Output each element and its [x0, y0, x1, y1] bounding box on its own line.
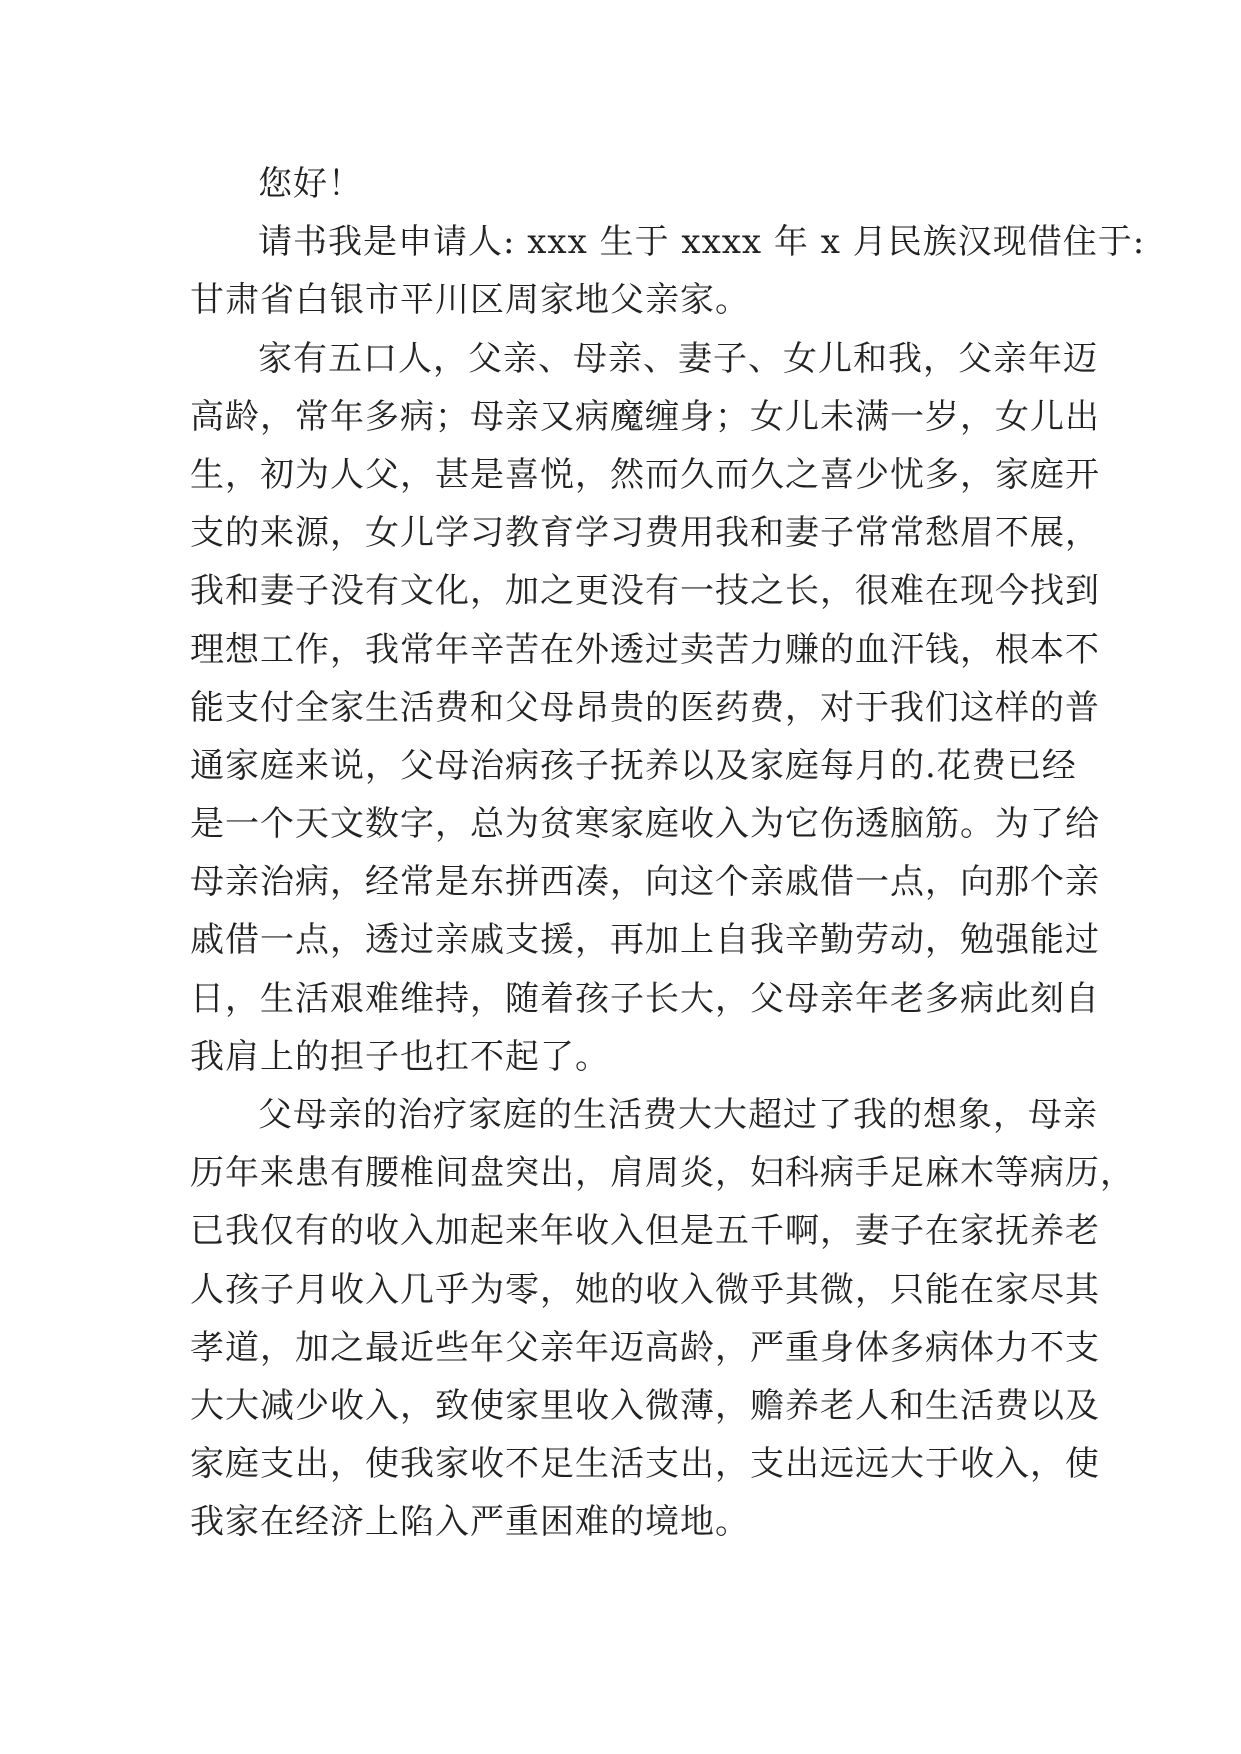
- text-line: 支的来源，女儿学习教育学习费用我和妻子常常愁眉不展，: [190, 513, 1100, 554]
- text-line: 我家在经济上陷入严重困难的境地。: [190, 1502, 750, 1543]
- text-line: 父母亲的治疗家庭的生活费大大超过了我的想象，母亲: [258, 1095, 1098, 1135]
- text-line: 戚借一点，透过亲戚支援，再加上自我辛勤劳动，勉强能过: [190, 920, 1100, 961]
- text-line: 甘肃省白银市平川区周家地父亲家。: [190, 280, 750, 321]
- text-line: 我和妻子没有文化，加之更没有一技之长，很难在现今找到: [190, 571, 1100, 612]
- greeting-line: 您好！: [258, 164, 363, 204]
- text-line: 母亲治病，经常是东拼西凑，向这个亲戚借一点，向那个亲: [190, 862, 1100, 903]
- text-line: 孝道，加之最近些年父亲年迈高龄，严重身体多病体力不支: [190, 1327, 1100, 1368]
- text-line: 通家庭来说，父母治病孩子抚养以及家庭每月的.花费已经: [190, 745, 1077, 786]
- text-line: 高龄，常年多病；母亲又病魔缠身；女儿未满一岁，女儿出: [190, 396, 1100, 437]
- text-line: 家有五口人，父亲、母亲、妻子、女儿和我，父亲年迈: [258, 338, 1098, 379]
- text-line: 已我仅有的收入加起来年收入但是五千啊，妻子在家抚养老: [190, 1211, 1100, 1252]
- text-line: 历年来患有腰椎间盘突出，肩周炎，妇科病手足麻木等病历，: [190, 1153, 1135, 1194]
- letter-body: [190, 155, 1146, 1552]
- text-line: 理想工作，我常年辛苦在外透过卖苦力赚的血汗钱，根本不: [190, 629, 1100, 670]
- text-line: 请书我是申请人: xxx 生于 xxxx 年 x 月民族汉现借住于:: [258, 222, 1146, 263]
- text-line: 我肩上的担子也扛不起了。: [190, 1036, 610, 1077]
- text-line: 生，初为人父，甚是喜悦，然而久而久之喜少忧多，家庭开: [190, 454, 1100, 495]
- text-line: 能支付全家生活费和父母昂贵的医药费，对于我们这样的普: [190, 687, 1100, 728]
- text-line: 人孩子月收入几乎为零，她的收入微乎其微，只能在家尽其: [190, 1269, 1100, 1310]
- text-line: 大大减少收入，致使家里收入微薄，赡养老人和生活费以及: [190, 1385, 1100, 1426]
- text-line: 是一个天文数字，总为贫寒家庭收入为它伤透脑筋。为了给: [190, 804, 1100, 845]
- text-line: 日，生活艰难维持，随着孩子长大，父母亲年老多病此刻自: [190, 978, 1100, 1019]
- text-line: 家庭支出，使我家收不足生活支出，支出远远大于收入，使: [190, 1444, 1100, 1485]
